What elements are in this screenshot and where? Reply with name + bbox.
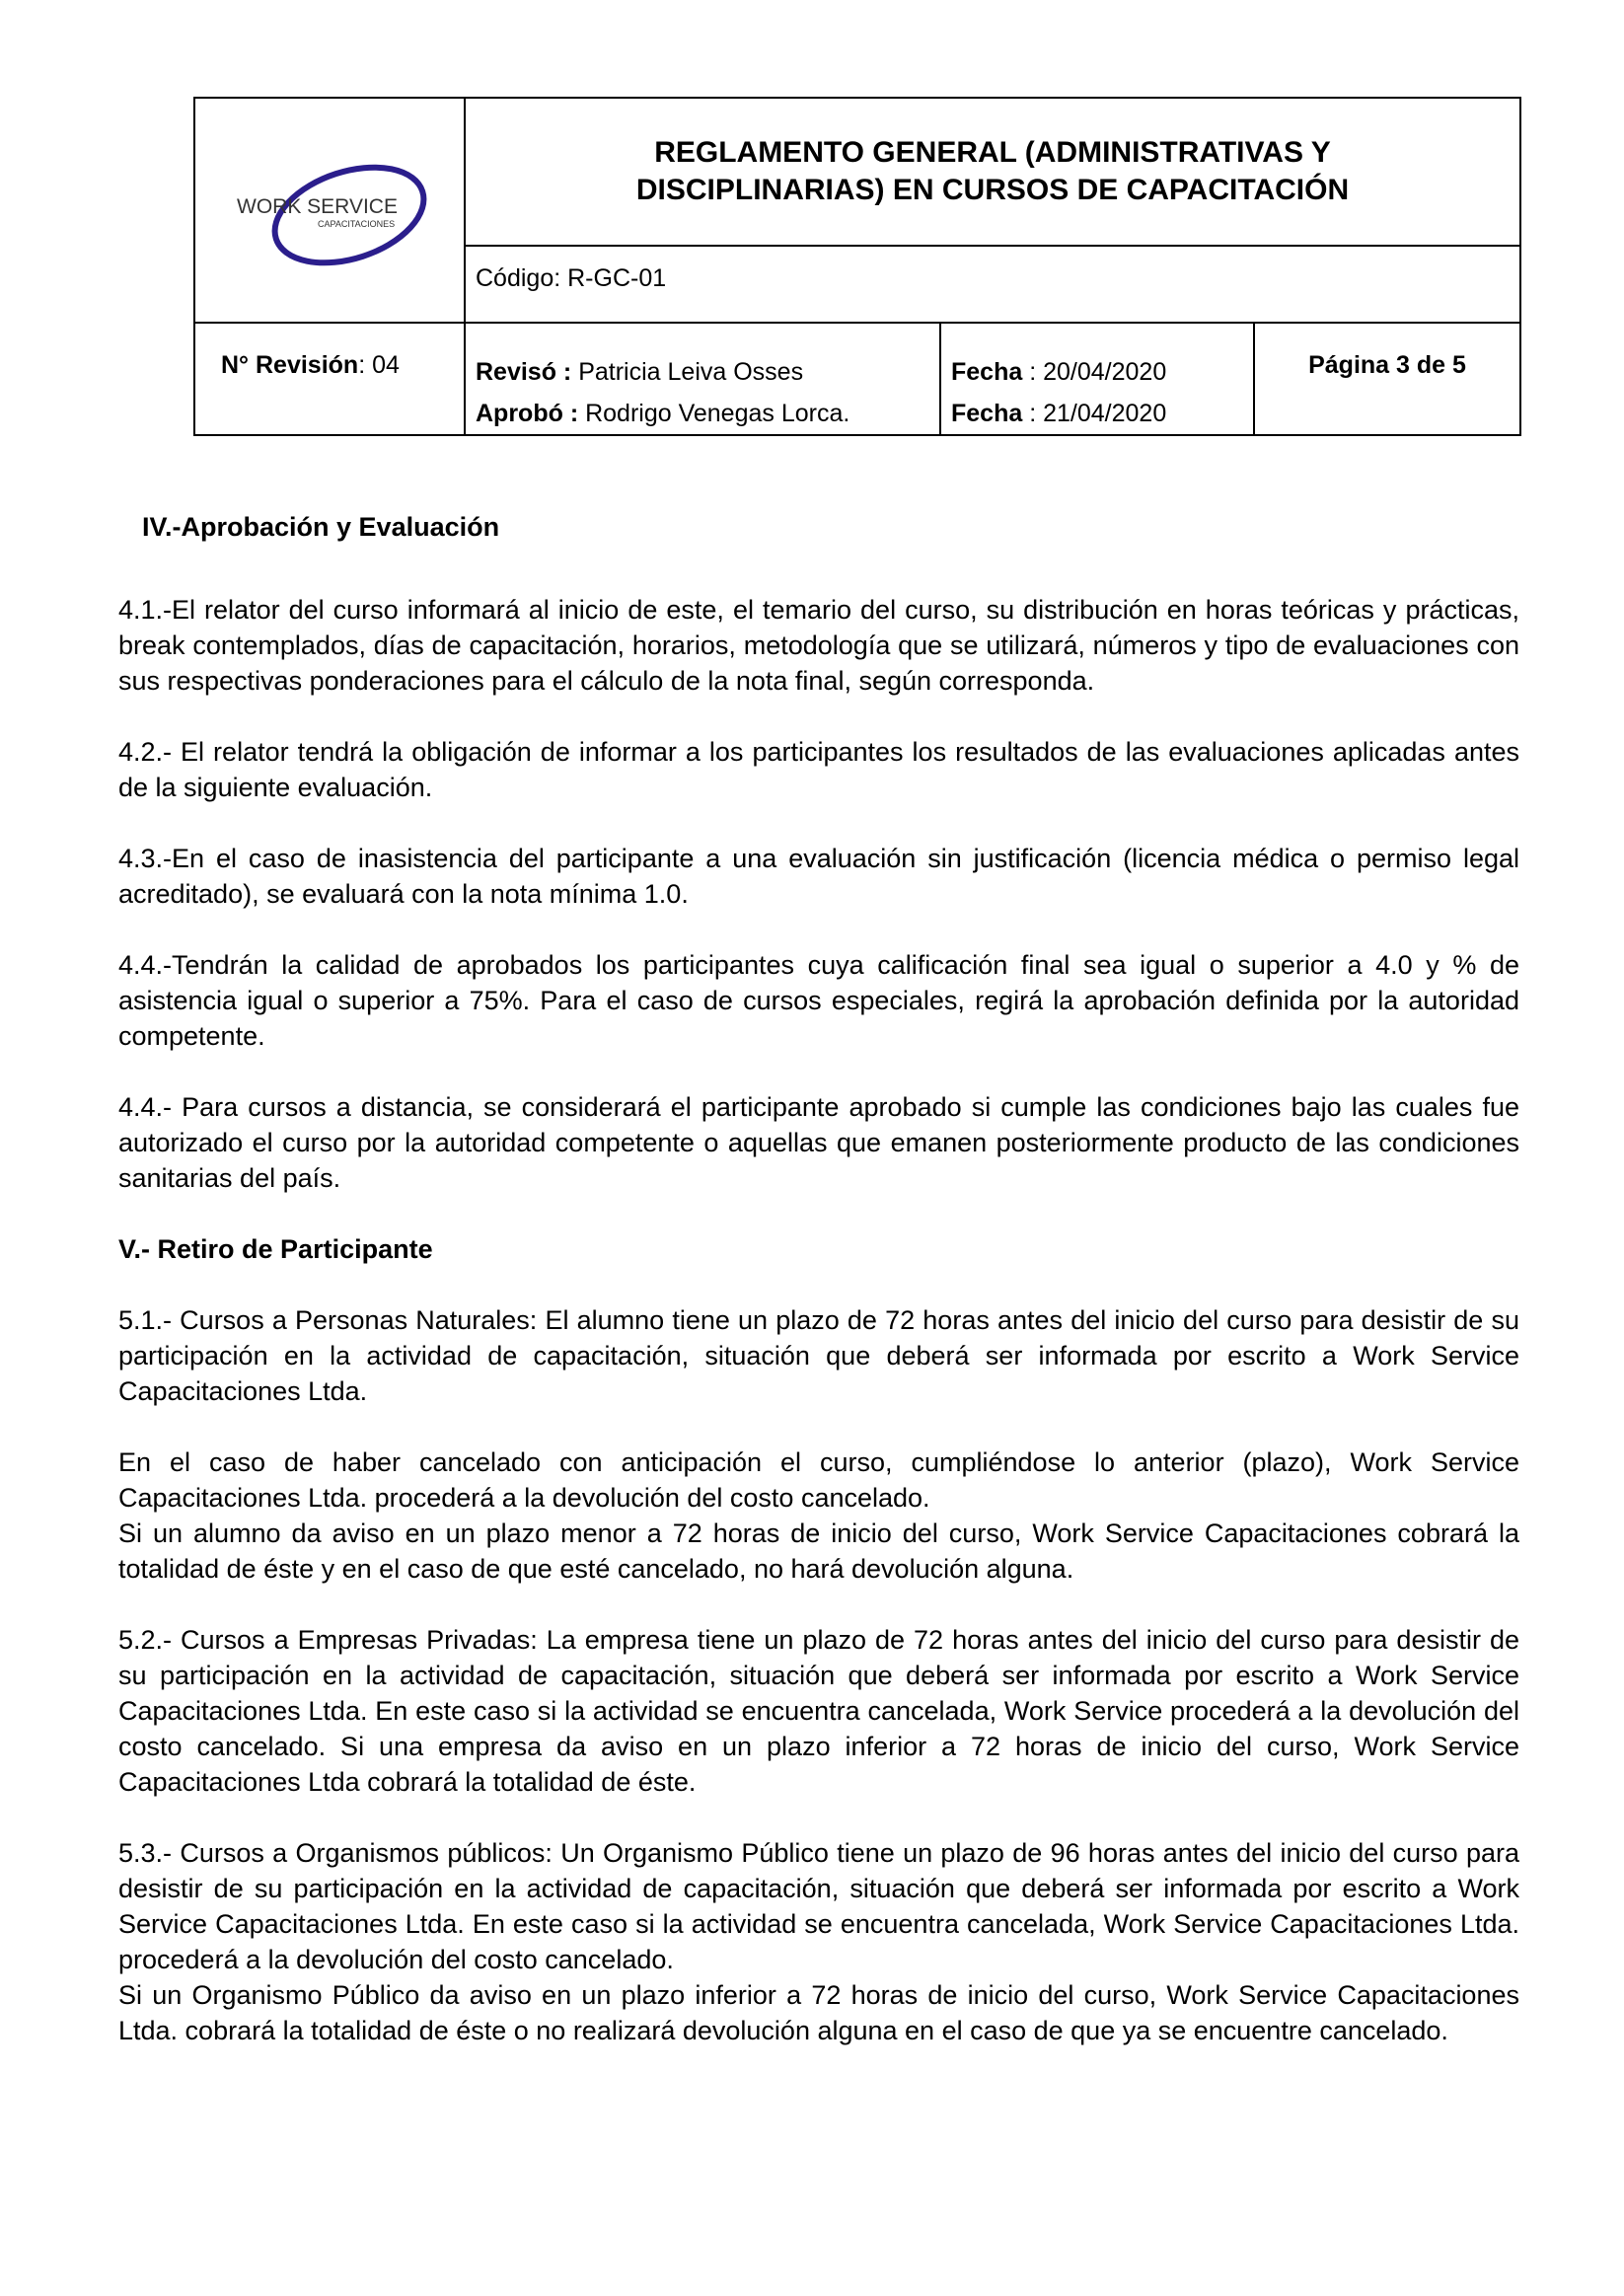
work-service-logo [233, 156, 440, 274]
section-iv-title: IV.-Aprobación y Evaluación [142, 512, 500, 542]
paragraph-5-3: 5.3.- Cursos a Organismos públicos: Un Organismo Público tiene un plazo de 96 horas antes del inicio del curso para desistir de su participación en la actividad de capacitación, situación que deberá ser informada por escrito a Work Service Capacitaciones Ltda. En este caso si la actividad se encuentra cancelada, Work Service Capacitaciones Ltda. procederá a la devolución del costo cancelado. [118, 1838, 1519, 1974]
aprobo-value: Rodrigo Venegas Lorca. [578, 400, 850, 427]
document-body [118, 509, 1519, 2084]
paragraph-4-1: 4.1.-El relator del curso informará al inicio de este, el temario del curso, su distribución en horas teóricas y prácticas, break contemplados, días de capacitación, horarios, metodología que se utilizará, números y tipo de evaluaciones con sus respectivas ponderaciones para el cálculo de la nota final, según corresponda. [118, 595, 1519, 696]
document-title [466, 99, 1519, 247]
logo-cell [195, 99, 466, 322]
revision-cell [195, 324, 466, 434]
fecha-value-2: : 21/04/2020 [1022, 400, 1167, 427]
reviso-label: Revisó : [476, 358, 572, 386]
paragraph-5-2: 5.2.- Cursos a Empresas Privadas: La empresa tiene un plazo de 72 horas antes del inicio del curso para desistir de su participación en la actividad de capacitación, situación que deberá ser informada por escrito a Work Service Capacitaciones Ltda. En este caso si la actividad se encuentra cancelada, Work Service procederá a la devolución del costo cancelado. Si una empresa da aviso en un plazo inferior a 72 horas de inicio del curso, Work Service Capacitaciones Ltda cobrará la totalidad de éste. [118, 1625, 1519, 1797]
paragraph-4-3: 4.3.-En el caso de inasistencia del participante a una evaluación sin justificación (licencia médica o permiso legal acreditado), se evaluará con la nota mínima 1.0. [118, 844, 1519, 909]
paragraph-5-1c: Si un alumno da aviso en un plazo menor a 72 horas de inicio del curso, Work Service Capacitaciones cobrará la totalidad de éste y en el caso de que esté cancelado, no hará devolución alguna. [118, 1518, 1519, 1584]
revision-value: : 04 [358, 351, 400, 379]
svg-text:WORK SERVICE: WORK SERVICE [237, 195, 398, 218]
revision-row [195, 322, 1519, 434]
paragraph-5-3b: Si un Organismo Público da aviso en un plazo inferior a 72 horas de inicio del curso, Work Service Capacitaciones Ltda. cobrará la totalidad de éste o no realizará devolución alguna en el caso de que ya se encuentre cancelado. [118, 1980, 1519, 2045]
paragraph-4-4a: 4.4.-Tendrán la calidad de aprobados los participantes cuya calificación final sea igual o superior a 4.0 y % de asistencia igual o superior a 75%. Para el caso de cursos especiales, regirá la aprobación definida por la autoridad competente. [118, 950, 1519, 1051]
paragraph-5-1: 5.1.- Cursos a Personas Naturales: El alumno tiene un plazo de 72 horas antes del inicio del curso para desistir de su participación en la actividad de capacitación, situación que deberá ser informada por escrito a Work Service Capacitaciones Ltda. [118, 1305, 1519, 1406]
svg-text:CAPACITACIONES: CAPACITACIONES [318, 219, 396, 229]
dates-cell [941, 324, 1255, 434]
page-number: Página 3 de 5 [1308, 351, 1466, 379]
aprobo-label: Aprobó : [476, 400, 579, 427]
fecha-label-2: Fecha [951, 400, 1023, 427]
section-v-title: V.- Retiro de Participante [118, 1234, 433, 1264]
document-code: Código: R-GC-01 [476, 264, 667, 292]
title-line-1: REGLAMENTO GENERAL (ADMINISTRATIVAS Y [654, 136, 1331, 169]
paragraph-5-1b: En el caso de haber cancelado con anticipación el curso, cumpliéndose lo anterior (plazo), Work Service Capacitaciones Ltda. procederá a la devolución del costo cancelado. [118, 1447, 1519, 1513]
reviso-value: Patricia Leiva Osses [571, 358, 804, 386]
paragraph-4-2: 4.2.- El relator tendrá la obligación de informar a los participantes los resultados de las evaluaciones aplicadas antes de la siguiente evaluación. [118, 737, 1519, 802]
paragraph-4-4b: 4.4.- Para cursos a distancia, se considerará el participante aprobado si cumple las condiciones bajo las cuales fue autorizado el curso por la autoridad competente o aquellas que emanen posteriormente producto de las condiciones sanitarias del país. [118, 1092, 1519, 1193]
title-line-2: DISCIPLINARIAS) EN CURSOS DE CAPACITACIÓN [635, 174, 1350, 206]
revision-label: N° Revisión [221, 351, 359, 379]
document-header-table [193, 97, 1521, 436]
fecha-label-1: Fecha [951, 358, 1023, 386]
fecha-value-1: : 20/04/2020 [1022, 358, 1167, 386]
approvals-cell [466, 324, 941, 434]
